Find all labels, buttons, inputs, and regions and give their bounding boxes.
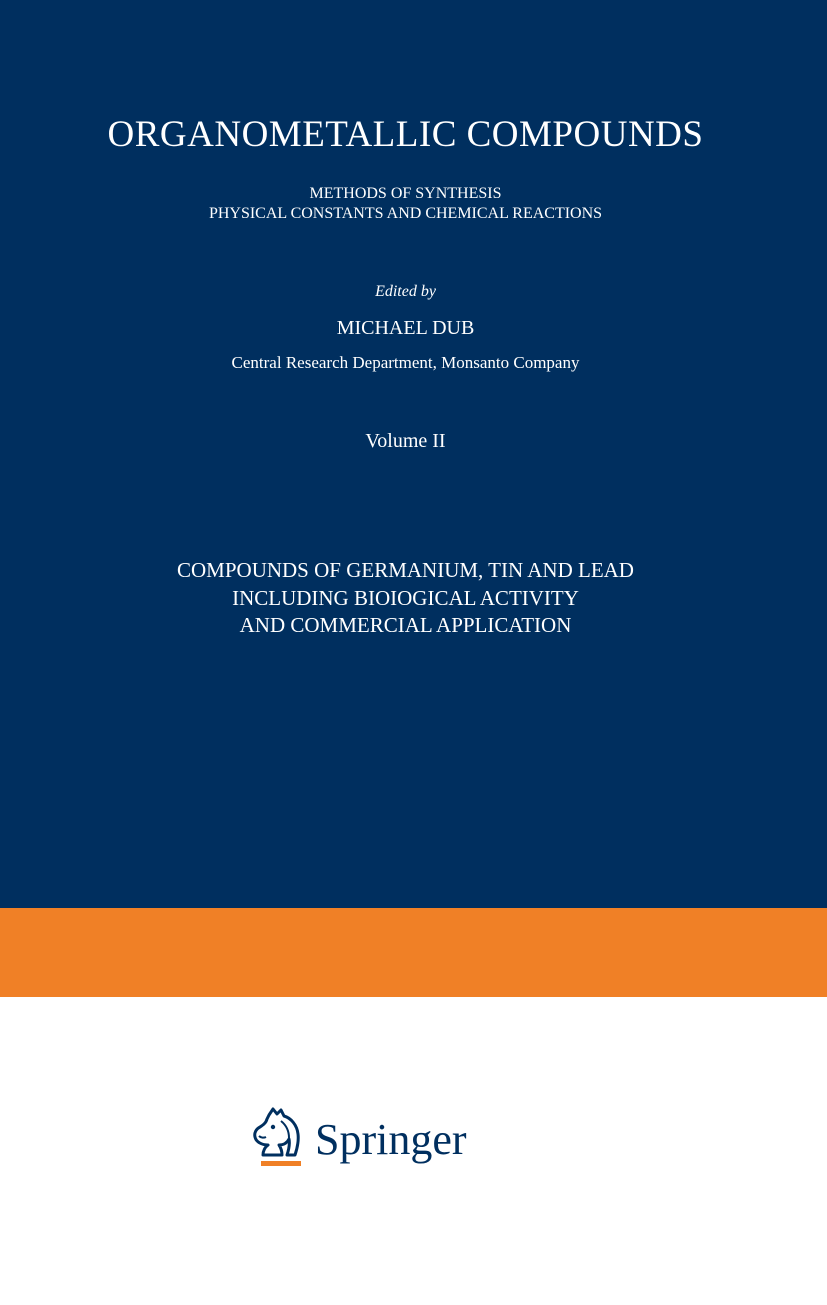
orange-band bbox=[0, 908, 827, 997]
subtitle-line-2: PHYSICAL CONSTANTS AND CHEMICAL REACTIONS bbox=[208, 205, 603, 222]
volume-title-line-1: COMPOUNDS OF GERMANIUM, TIN AND LEAD bbox=[177, 558, 634, 582]
volume-title-line-2: INCLUDING BIOIOGICAL ACTIVITY bbox=[232, 586, 579, 610]
volume-label: Volume II bbox=[365, 430, 446, 452]
book-title: ORGANOMETALLIC COMPOUNDS bbox=[107, 114, 704, 155]
editor-name: MICHAEL DUB bbox=[336, 317, 475, 339]
volume-title-line-3: AND COMMERCIAL APPLICATION bbox=[239, 613, 572, 637]
knight-horse-icon bbox=[251, 1107, 303, 1169]
publisher-name: Springer bbox=[315, 1115, 467, 1164]
editor-affiliation: Central Research Department, Monsanto Company bbox=[231, 353, 580, 372]
publisher-logo bbox=[251, 1107, 491, 1171]
subtitle-line-1: METHODS OF SYNTHESIS bbox=[309, 185, 502, 202]
edited-by-label: Edited by bbox=[375, 283, 436, 300]
